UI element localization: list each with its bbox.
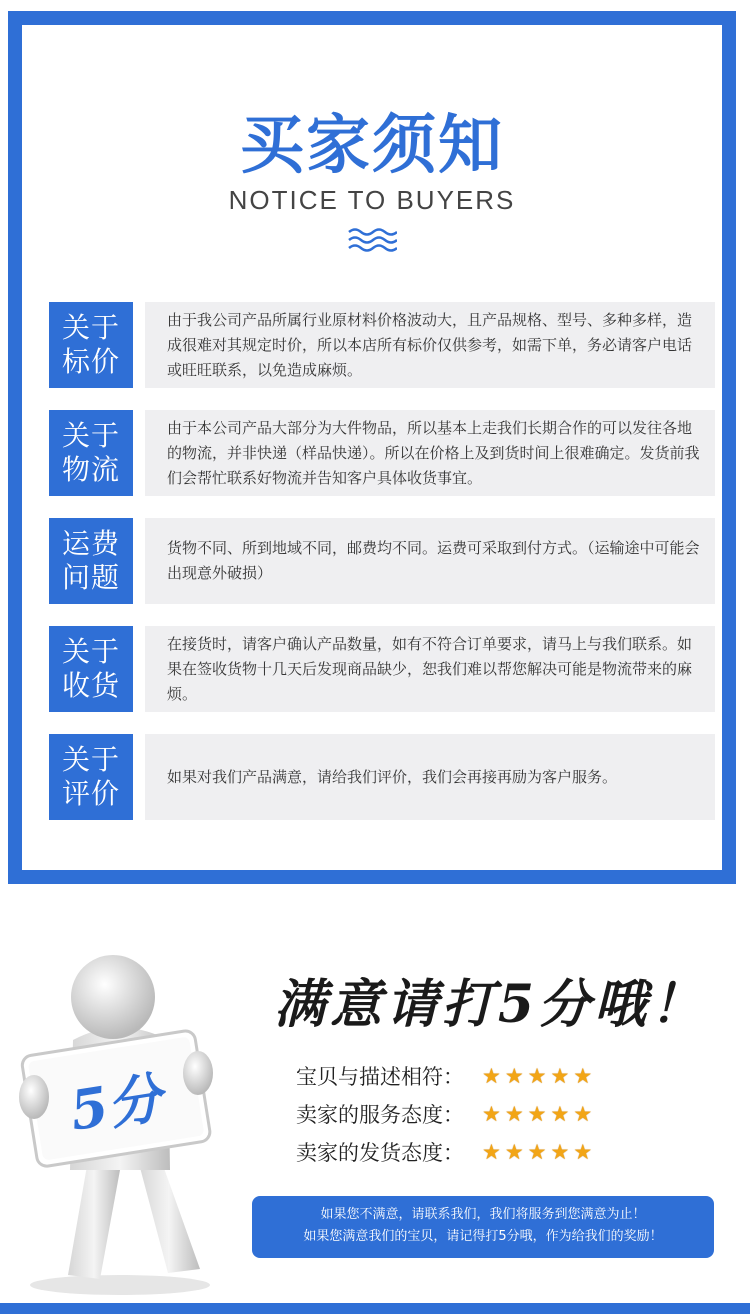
row-label: [49, 518, 133, 604]
star-icon: ★: [504, 1101, 524, 1126]
row-text: 由于我公司产品所属行业原材料价格波动大，且产品规格、型号、多种多样，造成很难对其规定时价，所以本店所有标价仅供参考，如需下单，务必请客户电话或旺旺联系，以免造成麻烦。: [145, 302, 715, 388]
notice-row-pricing: [49, 302, 715, 388]
star-icon: ★: [573, 1139, 593, 1164]
star-icon: ★: [482, 1139, 501, 1164]
footer-line-2: 如果您满意我们的宝贝，请记得打5分哦，作为给我们的奖励！: [303, 1229, 663, 1244]
row-label-line1: 关于: [61, 311, 120, 344]
star-icon: ★: [504, 1139, 524, 1164]
star-rating: [482, 1063, 593, 1088]
rating-label: 卖家的服务态度：: [296, 1103, 464, 1127]
notice-panel: [8, 11, 736, 884]
notice-row-review: [49, 734, 715, 820]
star-icon: ★: [504, 1063, 524, 1088]
footer-line-1: 如果您不满意，请联系我们，我们将服务到您满意为止！: [320, 1207, 646, 1222]
rating-row-delivery: [296, 1133, 626, 1171]
star-icon: ★: [573, 1101, 593, 1126]
row-label-line2: 物流: [61, 453, 120, 486]
star-icon: ★: [482, 1063, 501, 1088]
star-icon: ★: [573, 1063, 593, 1088]
notice-subtitle: NOTICE TO BUYERS: [228, 185, 516, 215]
row-label: [49, 302, 133, 388]
notice-title: 买家须知: [240, 109, 504, 183]
person-holding-sign-icon: [8, 945, 238, 1300]
notice-row-shipping: [49, 518, 715, 604]
row-text: 如果对我们产品满意，请给我们评价，我们会再接再励为客户服务。: [145, 734, 715, 820]
star-icon: ★: [482, 1101, 501, 1126]
rating-row-service: [296, 1095, 626, 1133]
row-label-line2: 收货: [61, 669, 120, 702]
row-label-line1: 运费: [61, 527, 120, 560]
star-rating: [482, 1139, 593, 1164]
notice-row-logistics: [49, 410, 715, 496]
row-label-line2: 评价: [61, 777, 120, 810]
row-text: 货物不同、所到地域不同，邮费均不同。运费可采取到付方式。（运输途中可能会出现意外破损）: [145, 518, 715, 604]
row-label: [49, 410, 133, 496]
star-rating: [482, 1101, 593, 1126]
star-icon: ★: [527, 1063, 547, 1088]
rating-list: [296, 1057, 626, 1171]
rating-label: 卖家的发货态度：: [296, 1141, 464, 1165]
star-icon: ★: [527, 1139, 547, 1164]
row-label-line2: 标价: [61, 345, 120, 378]
star-icon: ★: [550, 1101, 570, 1126]
row-label-line2: 问题: [61, 561, 120, 594]
row-label: [49, 734, 133, 820]
rating-slogan: 满意请打5分哦！: [273, 974, 707, 1035]
row-label-line1: 关于: [61, 743, 120, 776]
notice-row-receiving: [49, 626, 715, 712]
row-label: [49, 626, 133, 712]
star-icon: ★: [550, 1139, 570, 1164]
row-text: 由于本公司产品大部分为大件物品，所以基本上走我们长期合作的可以发往各地的物流，并非快递（样品快递）。所以在价格上及到货时间上很难确定。发货前我们会帮忙联系好物流并告知客户具体收货事宜。: [145, 410, 715, 496]
wave-icon: [347, 225, 397, 255]
rating-label: 宝贝与描述相符：: [296, 1065, 464, 1089]
bottom-bar: [0, 1303, 750, 1314]
row-label-line1: 关于: [61, 635, 120, 668]
rating-row-description: [296, 1057, 626, 1095]
row-label-line1: 关于: [61, 419, 120, 452]
star-icon: ★: [550, 1063, 570, 1088]
star-icon: ★: [527, 1101, 547, 1126]
row-text: 在接货时，请客户确认产品数量，如有不符合订单要求，请马上与我们联系。如果在签收货物十几天后发现商品缺少，恕我们难以帮您解决可能是物流带来的麻烦。: [145, 626, 715, 712]
rating-footer-box: [252, 1196, 714, 1258]
sign-text: 5分: [65, 1065, 167, 1143]
